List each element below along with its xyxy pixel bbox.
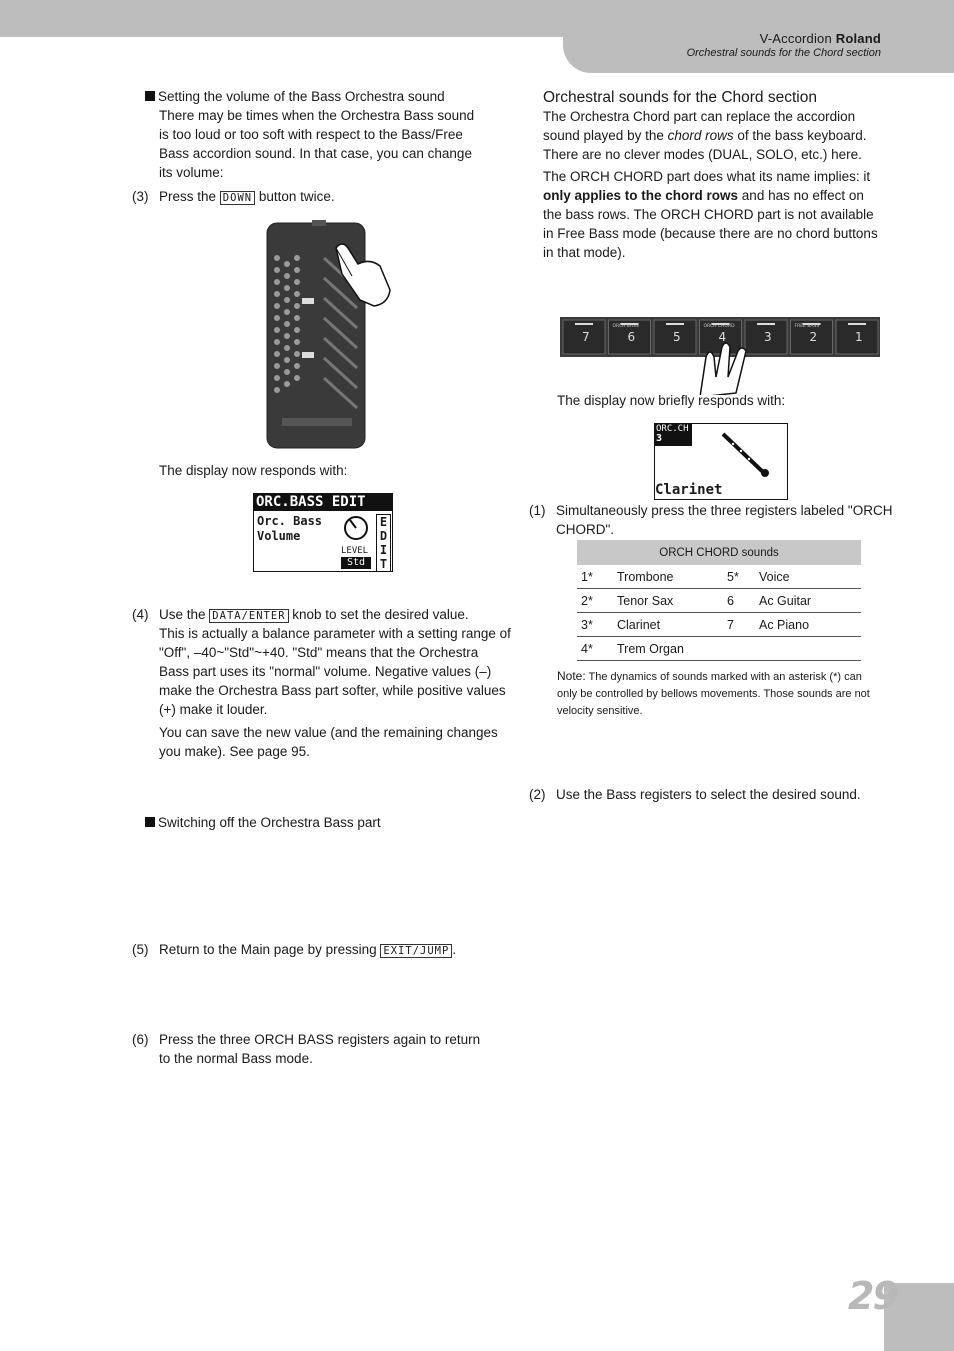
note-label: Note: xyxy=(557,669,586,683)
caption-display-1: The display now responds with: xyxy=(159,463,348,478)
step-2: (2) Use the Bass registers to select the desired sound. xyxy=(529,787,861,802)
register-number: 4 xyxy=(718,330,727,344)
register-number: 1 xyxy=(855,330,863,344)
data-enter-key: DATA/ENTER xyxy=(209,609,288,623)
table-row: 3* Clarinet 7 Ac Piano xyxy=(577,613,861,637)
accordion-bass-illustration xyxy=(262,218,397,453)
lcd1-value: Std xyxy=(341,557,371,569)
knob-icon xyxy=(343,515,369,541)
header-section-title: Orchestral sounds for the Chord section xyxy=(686,47,881,59)
chord-intro: The Orchestra Chord part can replace the accordion sound played by the chord rows of the bass keyboard. There are no clever modes (DUAL, SOLO, etc.) here. xyxy=(543,109,867,162)
table-row: 2* Tenor Sax 6 Ac Guitar xyxy=(577,589,861,613)
register-led xyxy=(666,323,684,325)
left-subsection-switch-off xyxy=(145,813,485,832)
table-header: ORCH CHORD sounds xyxy=(577,540,861,565)
lcd1-line1: Orc. Bass xyxy=(257,514,323,528)
left-subsection-volume xyxy=(145,87,485,182)
volume-intro: There may be times when the Orchestra Bass sound is too loud or too soft with respect to the Bass/Free Bass accordion sound. In that case, you can change its volume: xyxy=(159,108,475,180)
lcd1-edit-vertical: E D I T xyxy=(376,514,391,572)
lcd1-level: LEVEL xyxy=(341,546,369,556)
step4-explanation: This is actually a balance parameter with a setting range of "Off", –40~"Std"~+40. "Std" means that the Orchestra Bass part uses its "normal" volume. Negative values (–) make the Orchestra Bass part softer, while positive values (+) make it louder. xyxy=(159,626,511,717)
register-number: 5 xyxy=(673,330,681,344)
page-number: 29 xyxy=(848,1274,897,1318)
lcd-orc-bass-edit xyxy=(253,493,393,572)
lcd2-name: Clarinet xyxy=(655,482,723,498)
note-text: The dynamics of sounds marked with an asterisk (*) can only be controlled by bellows movements. Those sounds are not velocity sensitive. xyxy=(557,671,870,717)
subhead-switch-off: Switching off the Orchestra Bass part xyxy=(145,813,485,832)
register-number: 6 xyxy=(627,330,636,344)
step-4: (4) Use the DATA/ENTER knob to set the desired value. This is actually a balance parameter with a setting range of "Off", –40~"Std"~+40. "Std" means that the Orchestra Bass part uses its "normal" volume. Negative values (–) make the Orchestra Bass part softer, while positive values (+) make it louder. You can save the new value (and the remaining changes you make). See page 95. xyxy=(132,607,511,759)
register-buttons-illustration xyxy=(560,317,880,395)
right-section xyxy=(543,88,883,262)
note xyxy=(557,668,882,720)
lcd2-tag: ORC.CH 3 xyxy=(655,424,692,446)
chord-detail: The ORCH CHORD part does what its name implies: it only applies to the chord rows and has no effect on the bass rows. The ORCH CHORD part is not available in Free Bass mode (because there are no chord buttons in that mode). xyxy=(543,169,878,260)
section-title: Orchestral sounds for the Chord section xyxy=(543,89,817,106)
step-1: (1) Simultaneously press the three registers labeled "ORCH CHORD". xyxy=(529,503,893,537)
lcd1-line2: Volume xyxy=(257,529,301,543)
lcd1-title: ORC.BASS EDIT xyxy=(254,494,392,511)
register-number: 3 xyxy=(764,330,772,344)
step4-save-note: You can save the new value (and the remaining changes you make). See page 95. xyxy=(159,725,498,759)
step-5: (5) Return to the Main page by pressing EXIT/JUMP . xyxy=(132,942,457,957)
step-6: (6) Press the three ORCH BASS registers again to return to the normal Bass mode. xyxy=(132,1032,481,1066)
lcd-orc-chord xyxy=(654,423,788,500)
register-number: 2 xyxy=(809,330,818,344)
step-3: (3) Press the DOWN button twice. xyxy=(132,189,335,204)
exit-jump-key: EXIT/JUMP xyxy=(380,944,452,958)
header-brand: Roland xyxy=(835,31,881,46)
table-row: 1* Trombone 5* Voice xyxy=(577,565,861,589)
subhead-volume: Setting the volume of the Bass Orchestra sound xyxy=(145,87,485,106)
register-tag: ORCH BASS xyxy=(612,324,639,329)
clarinet-icon xyxy=(719,430,771,478)
table-row: 4* Trem Organ xyxy=(577,637,861,661)
register-led xyxy=(848,323,866,325)
header-product: V-Accordion Roland xyxy=(759,31,881,46)
caption-display-2: The display now briefly responds with: xyxy=(557,393,786,408)
down-key: DOWN xyxy=(220,191,255,205)
register-number: 7 xyxy=(582,330,590,344)
register-tag: ORCH CHORD xyxy=(703,324,735,329)
register-led xyxy=(575,323,593,325)
register-tag: FREE BASS xyxy=(794,324,820,329)
header-tab xyxy=(563,18,954,73)
orch-chord-sounds-table xyxy=(577,540,861,661)
register-led xyxy=(757,323,775,325)
